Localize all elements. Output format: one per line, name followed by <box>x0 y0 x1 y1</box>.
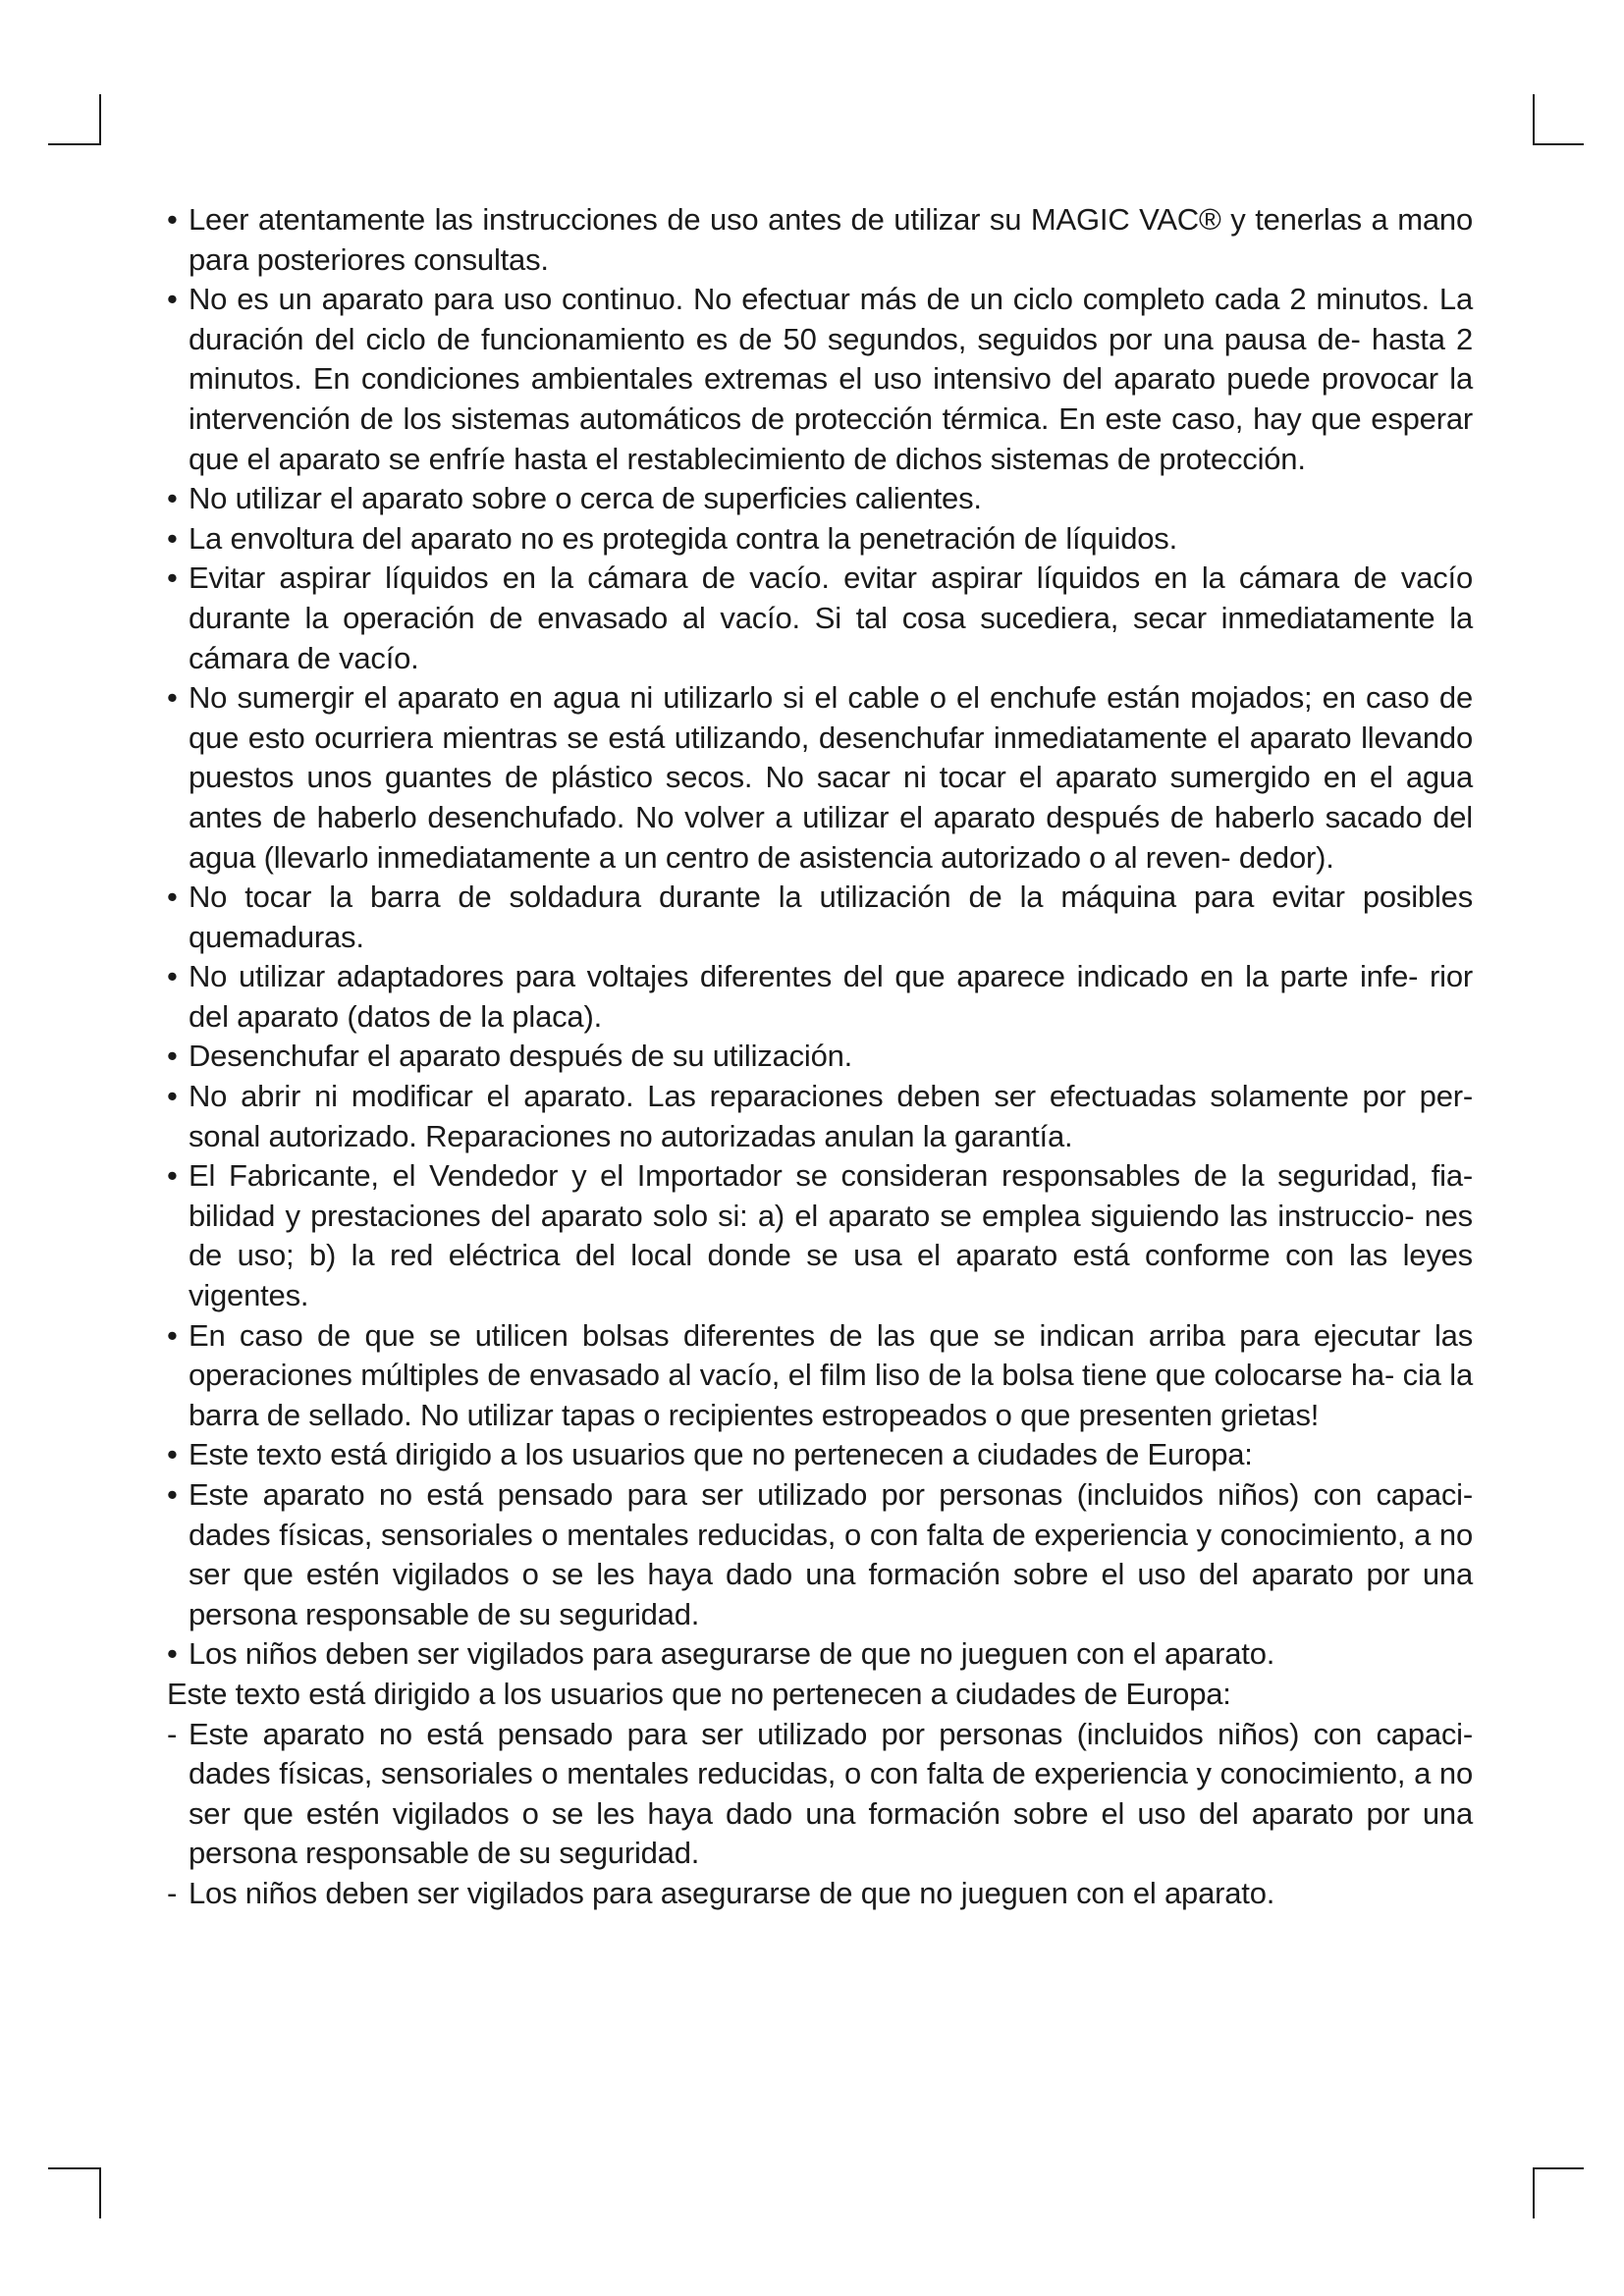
dash-item-text: Los niños deben ser vigilados para asegurarse de que no jueguen con el aparato. <box>189 1875 1275 1910</box>
list-item <box>167 878 1473 957</box>
list-item <box>167 1475 1473 1634</box>
list-item <box>167 678 1473 878</box>
list-item-text: No tocar la barra de soldadura durante la utilización de la máquina para evitar posibles quemaduras. <box>189 880 1473 954</box>
list-item <box>167 519 1473 560</box>
bullet-marker: • <box>167 561 178 596</box>
document-body <box>167 200 1473 1914</box>
list-item <box>167 1634 1473 1675</box>
list-item <box>167 280 1473 479</box>
crop-mark-top-left-horizontal <box>48 143 99 145</box>
bullet-marker: • <box>167 202 178 237</box>
bullet-marker: • <box>167 1158 178 1194</box>
list-item-text: Desenchufar el aparato después de su utilización. <box>189 1039 853 1074</box>
list-item <box>167 479 1473 519</box>
list-item-text: No es un aparato para uso continuo. No efectuar más de un ciclo completo cada 2 minutos. La duración del ciclo de funcionamiento es de 50 segundos, seguidos por una pausa de- hasta 2 minutos. En condiciones ambientales extremas el uso intensivo del aparato puede provocar la intervención de los sistemas automáticos de protección térmica. En este caso, hay que esperar que el aparato se enfríe hasta el restablecimiento de dichos sistemas de protección. <box>189 282 1473 476</box>
crop-mark-top-right-vertical <box>1533 94 1535 145</box>
list-item-text: El Fabricante, el Vendedor y el Importador se consideran responsables de la seguridad, fia- bilidad y prestaciones del aparato solo si: a) el aparato se emplea siguiendo las instruccio- nes de uso; b) la red eléctrica del local donde se usa el aparato está conforme con las leyes vigentes. <box>189 1158 1473 1313</box>
list-item-text: No utilizar adaptadores para voltajes diferentes del que aparece indicado en la parte infe- rior del aparato (datos de la placa). <box>189 959 1473 1034</box>
list-item-text: Evitar aspirar líquidos en la cámara de vacío. evitar aspirar líquidos en la cámara de vacío durante la operación de envasado al vacío. Si tal cosa sucediera, secar inmediatamente la cámara de vacío. <box>189 561 1473 675</box>
crop-mark-bottom-left-horizontal <box>48 2167 99 2169</box>
list-item <box>167 559 1473 678</box>
list-item <box>167 1037 1473 1077</box>
bullet-marker: • <box>167 1039 178 1074</box>
list-item-text: No utilizar el aparato sobre o cerca de superficies calientes. <box>189 481 982 516</box>
list-item <box>167 1316 1473 1436</box>
crop-mark-top-left-vertical <box>99 94 101 145</box>
list-item <box>167 1435 1473 1475</box>
bullet-marker: • <box>167 1079 178 1114</box>
crop-mark-bottom-right-horizontal <box>1533 2167 1584 2169</box>
crop-mark-bottom-left-vertical <box>99 2167 101 2218</box>
list-item-text: Leer atentamente las instrucciones de uso antes de utilizar su MAGIC VAC® y tenerlas a mano para posteriores consultas. <box>189 202 1473 277</box>
bullet-marker: • <box>167 520 178 556</box>
list-item-text: No sumergir el aparato en agua ni utilizarlo si el cable o el enchufe están mojados; en caso de que esto ocurriera mientras se está utilizando, desenchufar inmediatamente el aparato llevando puestos unos guantes de plástico secos. No sacar ni tocar el aparato sumergido en el agua antes de haberlo desenchufado. No volver a utilizar el aparato después de haberlo sacado del agua (llevarlo inmediatamente a un centro de asistencia autorizado o al reven- dedor). <box>189 680 1473 875</box>
list-item-text: Los niños deben ser vigilados para asegurarse de que no jueguen con el aparato. <box>189 1636 1275 1672</box>
bullet-marker: • <box>167 880 178 915</box>
bullet-marker: • <box>167 959 178 994</box>
crop-mark-top-right-horizontal <box>1533 143 1584 145</box>
list-item <box>167 1156 1473 1315</box>
dash-marker: - <box>167 1875 178 1910</box>
list-item-text: Este texto está dirigido a los usuarios que no pertenecen a ciudades de Europa: <box>189 1437 1253 1472</box>
list-item <box>167 1077 1473 1156</box>
dash-marker: - <box>167 1716 178 1751</box>
bullet-marker: • <box>167 1477 178 1512</box>
list-item-text: No abrir ni modificar el aparato. Las reparaciones deben ser efectuadas solamente por per- sonal autorizado. Reparaciones no autorizadas anulan la garantía. <box>189 1079 1473 1153</box>
bullet-marker: • <box>167 481 178 516</box>
list-item-text: En caso de que se utilicen bolsas diferentes de las que se indican arriba para ejecutar las operaciones múltiples de envasado al vacío, el film liso de la bolsa tiene que colocarse ha- cia la barra de sellado. No utilizar tapas o recipientes estropeados o que presenten grietas! <box>189 1317 1473 1432</box>
list-item <box>167 957 1473 1037</box>
bullet-marker: • <box>167 680 178 716</box>
bullet-marker: • <box>167 1636 178 1672</box>
dash-item <box>167 1715 1473 1874</box>
list-item-text: Este aparato no está pensado para ser utilizado por personas (incluidos niños) con capaci- dades físicas, sensoriales o mentales reducidas, o con falta de experiencia y conocimiento, a no ser que estén vigilados o se les haya dado una formación sobre el uso del aparato por una persona responsable de su seguridad. <box>189 1477 1473 1631</box>
bullet-marker: • <box>167 282 178 317</box>
crop-mark-bottom-right-vertical <box>1533 2167 1535 2218</box>
bullet-marker: • <box>167 1437 178 1472</box>
dash-item <box>167 1874 1473 1914</box>
list-item-text: La envoltura del aparato no es protegida contra la penetración de líquidos. <box>189 520 1177 556</box>
section-intro-line: Este texto está dirigido a los usuarios que no pertenecen a ciudades de Europa: <box>167 1676 1231 1711</box>
list-item <box>167 200 1473 280</box>
dash-item-text: Este aparato no está pensado para ser utilizado por personas (incluidos niños) con capaci- dades físicas, sensoriales o mentales reducidas, o con falta de experiencia y conocimiento, a no ser que estén vigilados o se les haya dado una formación sobre el uso del aparato por una persona responsable de su seguridad. <box>189 1716 1473 1871</box>
bullet-marker: • <box>167 1317 178 1353</box>
